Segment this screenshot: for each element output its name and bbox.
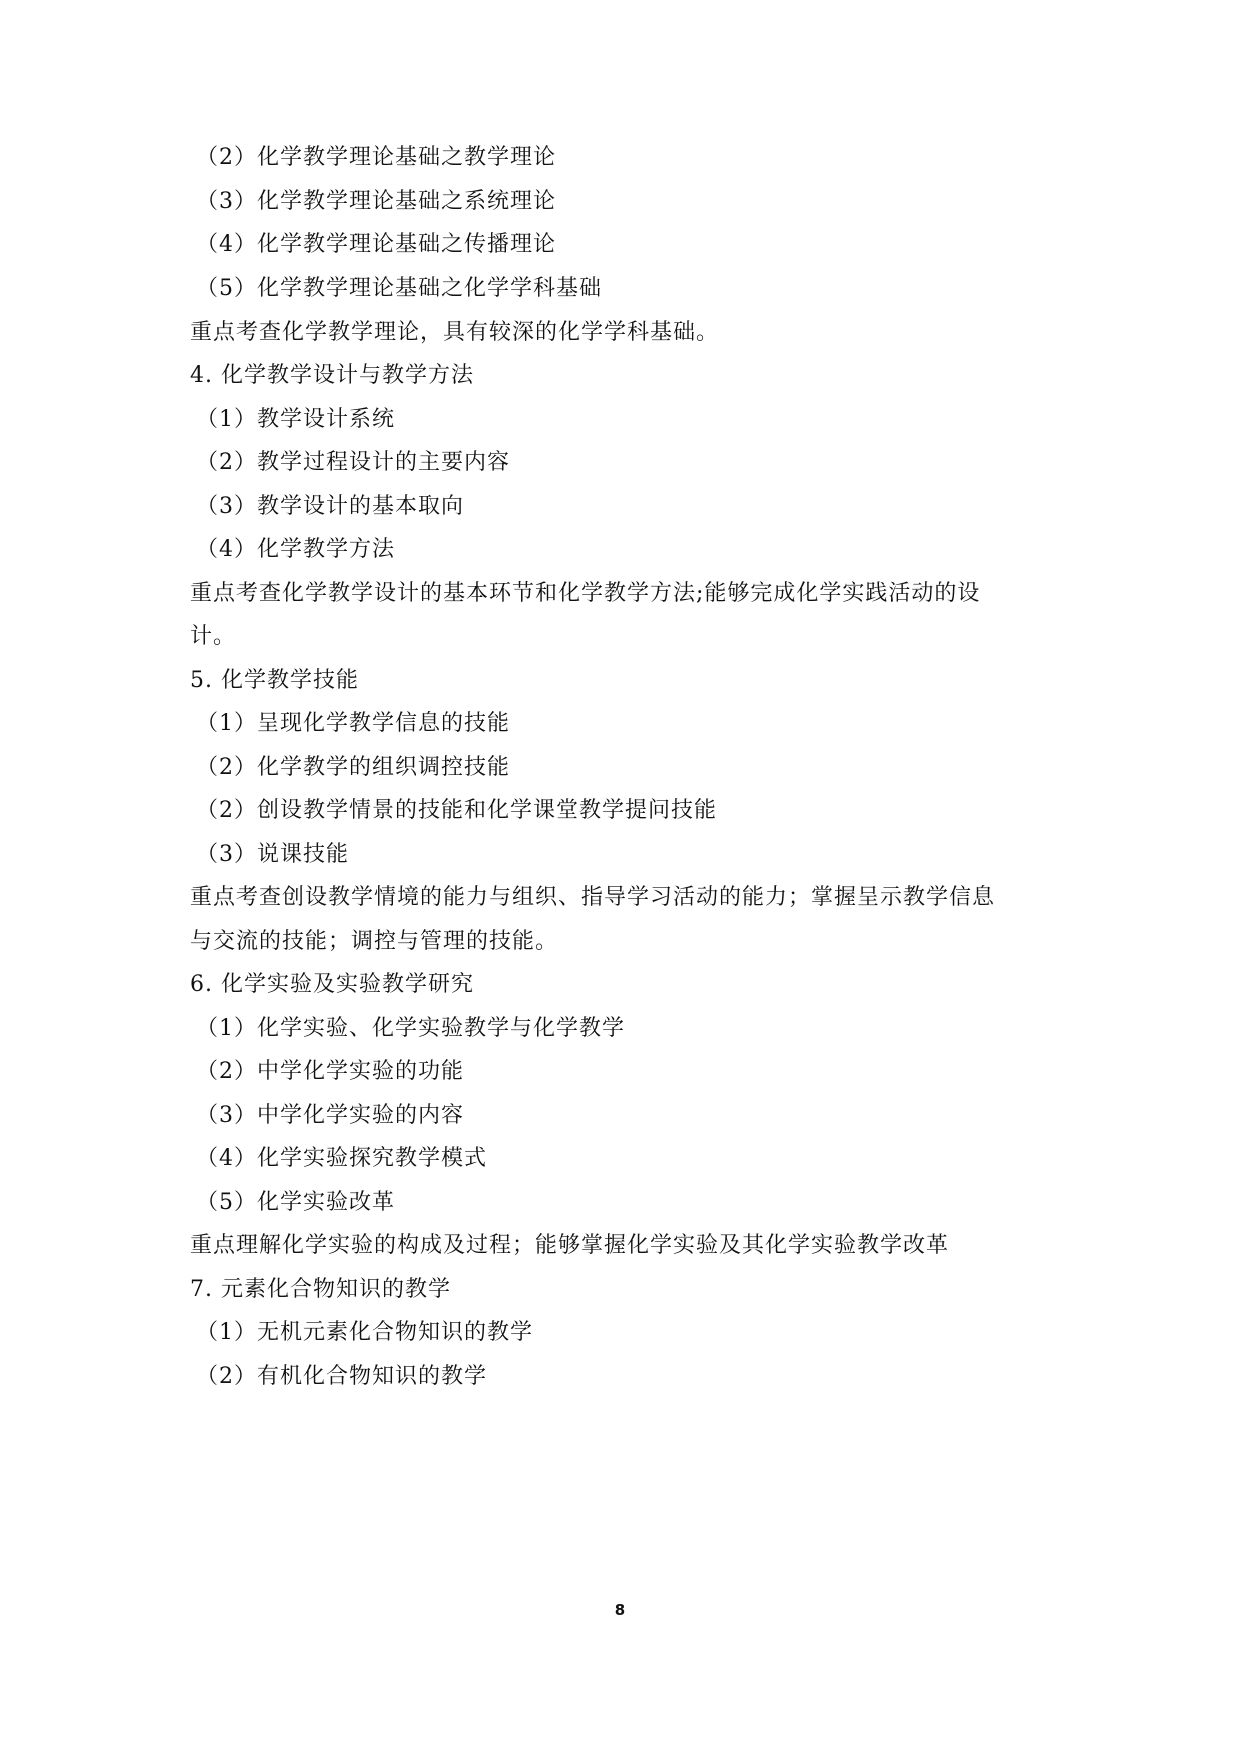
subitem-line: （2）创设教学情景的技能和化学课堂教学提问技能 — [196, 798, 717, 823]
subitem-line: （2）化学教学的组织调控技能 — [196, 755, 510, 780]
page-number: 8 — [614, 1601, 626, 1619]
subitem-line: （1）呈现化学教学信息的技能 — [196, 711, 510, 736]
subitem-line: （2）中学化学实验的功能 — [196, 1059, 464, 1084]
subitem-line: （2）教学过程设计的主要内容 — [196, 450, 510, 475]
section-heading-4: 4. 化学教学设计与教学方法 — [190, 363, 474, 388]
summary-line: 重点考查化学教学理论，具有较深的化学学科基础。 — [190, 320, 720, 345]
summary-line: 重点理解化学实验的构成及过程；能够掌握化学实验及其化学实验教学改革 — [190, 1233, 950, 1258]
subitem-line: （3）教学设计的基本取向 — [196, 494, 464, 519]
subitem-line: （2）化学教学理论基础之教学理论 — [196, 145, 556, 170]
subitem-line: （5）化学实验改革 — [196, 1190, 395, 1215]
subitem-line: （1）教学设计系统 — [196, 407, 395, 432]
section-heading-5: 5. 化学教学技能 — [190, 668, 359, 693]
subitem-line: （1）化学实验、化学实验教学与化学教学 — [196, 1016, 625, 1041]
summary-line-continued: 与交流的技能；调控与管理的技能。 — [190, 929, 559, 954]
section-heading-7: 7. 元素化合物知识的教学 — [190, 1277, 451, 1302]
subitem-line: （4）化学教学方法 — [196, 537, 395, 562]
subitem-line: （4）化学实验探究教学模式 — [196, 1146, 487, 1171]
subitem-line: （3）化学教学理论基础之系统理论 — [196, 189, 556, 214]
subitem-line: （5）化学教学理论基础之化学学科基础 — [196, 276, 602, 301]
subitem-line: （3）说课技能 — [196, 842, 349, 867]
summary-line: 重点考查化学教学设计的基本环节和化学教学方法;能够完成化学实践活动的设 — [190, 581, 981, 606]
subitem-line: （3）中学化学实验的内容 — [196, 1103, 464, 1128]
summary-line-continued: 计。 — [190, 624, 237, 649]
subitem-line: （2）有机化合物知识的教学 — [196, 1364, 487, 1389]
section-heading-6: 6. 化学实验及实验教学研究 — [190, 972, 474, 997]
subitem-line: （4）化学教学理论基础之传播理论 — [196, 232, 556, 257]
subitem-line: （1）无机元素化合物知识的教学 — [196, 1320, 533, 1345]
summary-line: 重点考查创设教学情境的能力与组织、指导学习活动的能力；掌握呈示教学信息 — [190, 885, 996, 910]
